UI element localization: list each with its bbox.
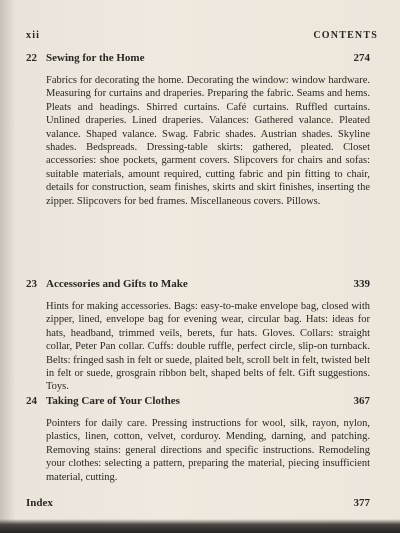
chapter-22 bbox=[26, 52, 370, 208]
index-page: 377 bbox=[353, 497, 370, 509]
chapter-page: 339 bbox=[353, 278, 370, 290]
chapter-heading bbox=[26, 52, 370, 68]
chapter-heading bbox=[26, 278, 370, 294]
chapter-number: 22 bbox=[26, 52, 37, 64]
chapter-heading bbox=[26, 395, 370, 411]
chapter-title: Sewing for the Home bbox=[46, 52, 145, 64]
header-page-number: xii bbox=[26, 30, 41, 41]
chapter-23 bbox=[26, 278, 370, 394]
chapter-24 bbox=[26, 395, 370, 484]
chapter-number: 24 bbox=[26, 395, 37, 407]
chapter-description: Fabrics for decorating the home. Decorating the window: window hardware. Measuring for curtains and draperies. Preparing the fabric. Seams and hems. Pleats and headings. Shirred curtains. Café curtains. Ruffled curtains. Unlined draperies. Lined draperies. Valances: Gathered valance. Pleated valance. Shaped valance. Swag. Fabric shades. Austrian shades. Skyline shades. Bedspreads. Dressing-table skirts: gathered, pleated. Closet accessories: shoe pockets, garment covers. Slipcovers for chairs and sofas: suitable materials, amount required, cutting fabric and pin fitting to chair, details for construction, seam finishes, skirts and skirt finishes, inserting the zipper. Slipcovers for bed frames. Miscellaneous covers. Pillows. bbox=[46, 75, 370, 207]
chapter-title: Taking Care of Your Clothes bbox=[46, 395, 180, 407]
header-title: CONTENTS bbox=[313, 30, 378, 41]
page-gutter-shadow bbox=[0, 0, 16, 533]
chapter-page: 367 bbox=[353, 395, 370, 407]
chapter-page: 274 bbox=[353, 52, 370, 64]
chapter-number: 23 bbox=[26, 278, 37, 290]
chapter-description: Pointers for daily care. Pressing instructions for wool, silk, rayon, nylon, plastics, linen, cotton, velvet, corduroy. Mending, darning, and patching. Removing stains: general directions and specific instructions. Remodeling your clothes: selecting a pattern, preparing the material, piecing insufficient material, cutting. bbox=[46, 418, 370, 483]
index-entry bbox=[26, 497, 370, 511]
chapter-description: Hints for making accessories. Bags: easy-to-make envelope bag, closed with zipper, lined, envelope bag for evening wear, circular bag. Hats: ideas for hats, headband, trimmed veils, berets, fur hats. Gloves. Collars: straight collar, Peter Pan collar. Cuffs: double ruffle, perfect circle, slip-on turnback. Belts: fringed sash in felt or suede, plaited belt, scroll belt in felt, twisted belt in felt or suede, grosgrain ribbon belt, shaped belts of felt. Gift suggestions. Toys. bbox=[46, 301, 370, 393]
running-header bbox=[26, 30, 378, 44]
chapter-title: Accessories and Gifts to Make bbox=[46, 278, 188, 290]
index-label: Index bbox=[26, 497, 53, 509]
page-bottom-edge bbox=[0, 519, 400, 533]
